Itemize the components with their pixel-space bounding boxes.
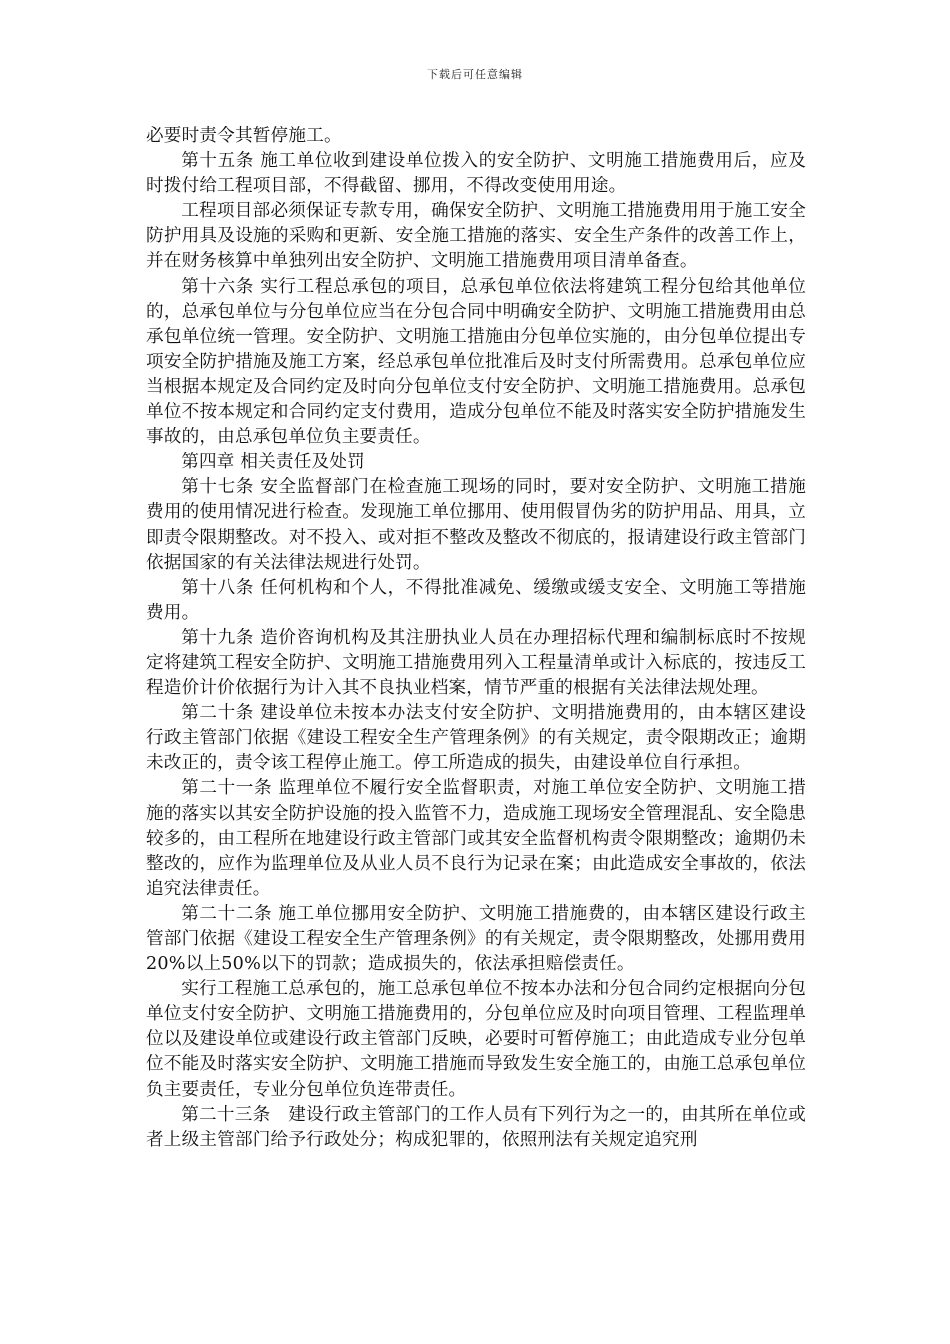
page-header: 下载后可任意编辑 (427, 68, 523, 81)
paragraph: 第十六条 实行工程总承包的项目，总承包单位依法将建筑工程分包给其他单位的，总承包单位与分包单位应当在分包合同中明确安全防护、文明施工措施费用由总承包单位统一管理。安全防护、文明施工措施由分包单位实施的，由分包单位提出专项安全防护措施及施工方案，经总承包单位批准后及时支付所需费用。总承包单位应当根据本规定及合同约定及时向分包单位支付安全防护、文明施工措施费用。总承包单位不按本规定和合同约定支付费用，造成分包单位不能及时落实安全防护措施发生事故的，由总承包单位负主要责任。 (146, 276, 806, 448)
paragraph: 实行工程施工总承包的，施工总承包单位不按本办法和分包合同约定根据向分包单位支付安全防护、文明施工措施费用的，分包单位应及时向项目管理、工程监理单位以及建设单位或建设行政主管部门反映，必要时可暂停施工；由此造成专业分包单位不能及时落实安全防护、文明施工措施而导致发生安全施工的，由施工总承包单位负主要责任，专业分包单位负连带责任。 (146, 979, 806, 1100)
paragraph: 第二十三条 建设行政主管部门的工作人员有下列行为之一的，由其所在单位或者上级主管部门给予行政处分；构成犯罪的，依照刑法有关规定追究刑 (146, 1104, 806, 1150)
paragraph: 第二十条 建设单位未按本办法支付安全防护、文明措施费用的，由本辖区建设行政主管部门依据《建设工程安全生产管理条例》的有关规定，责令限期改正；逾期未改正的，责令该工程停止施工。停工所造成的损失，由建设单位自行承担。 (146, 703, 806, 774)
paragraph: 第十九条 造价咨询机构及其注册执业人员在办理招标代理和编制标底时不按规定将建筑工程安全防护、文明施工措施费用列入工程量清单或计入标底的，按违反工程造价计价依据行为计入其不良执业档案，情节严重的根据有关法律法规处理。 (146, 627, 806, 699)
chapter-heading: 第四章 相关责任及处罚 (181, 452, 365, 473)
paragraph: 必要时责令其暂停施工。 (146, 126, 342, 146)
document-body (146, 124, 806, 1153)
paragraph: 第二十一条 监理单位不履行安全监督职责，对施工单位安全防护、文明施工措施的落实以其安全防护设施的投入监管不力，造成施工现场安全管理混乱、安全隐患较多的，由工程所在地建设行政主管部门或其安全监督机构责令限期整改；逾期仍未整改的，应作为监理单位及从业人员不良行为记录在案；由此造成安全事故的，依法追究法律责任。 (146, 778, 806, 899)
paragraph: 第十五条 施工单位收到建设单位拨入的安全防护、文明施工措施费用后，应及时拨付给工程项目部，不得截留、挪用，不得改变使用用途。 (146, 151, 806, 197)
paragraph: 工程项目部必须保证专款专用，确保安全防护、文明施工措施费用用于施工安全防护用具及设施的采购和更新、安全施工措施的落实、安全生产条件的改善工作上，并在财务核算中单独列出安全防护、文明施工措施费用项目清单备查。 (146, 201, 806, 272)
paragraph: 第十八条 任何机构和个人，不得批准减免、缓缴或缓支安全、文明施工等措施费用。 (146, 577, 806, 623)
paragraph: 第二十二条 施工单位挪用安全防护、文明施工措施费的，由本辖区建设行政主管部门依据《建设工程安全生产管理条例》的有关规定，责令限期整改，处挪用费用20%以上50%以下的罚款；造成损失的，依法承担赔偿责任。 (146, 903, 806, 975)
paragraph: 第十七条 安全监督部门在检查施工现场的同时，要对安全防护、文明施工措施费用的使用情况进行检查。发现施工单位挪用、使用假冒伪劣的防护用品、用具，立即责令限期整改。对不投入、或对拒不整改及整改不彻底的，报请建设行政主管部门依据国家的有关法律法规进行处罚。 (146, 477, 806, 573)
